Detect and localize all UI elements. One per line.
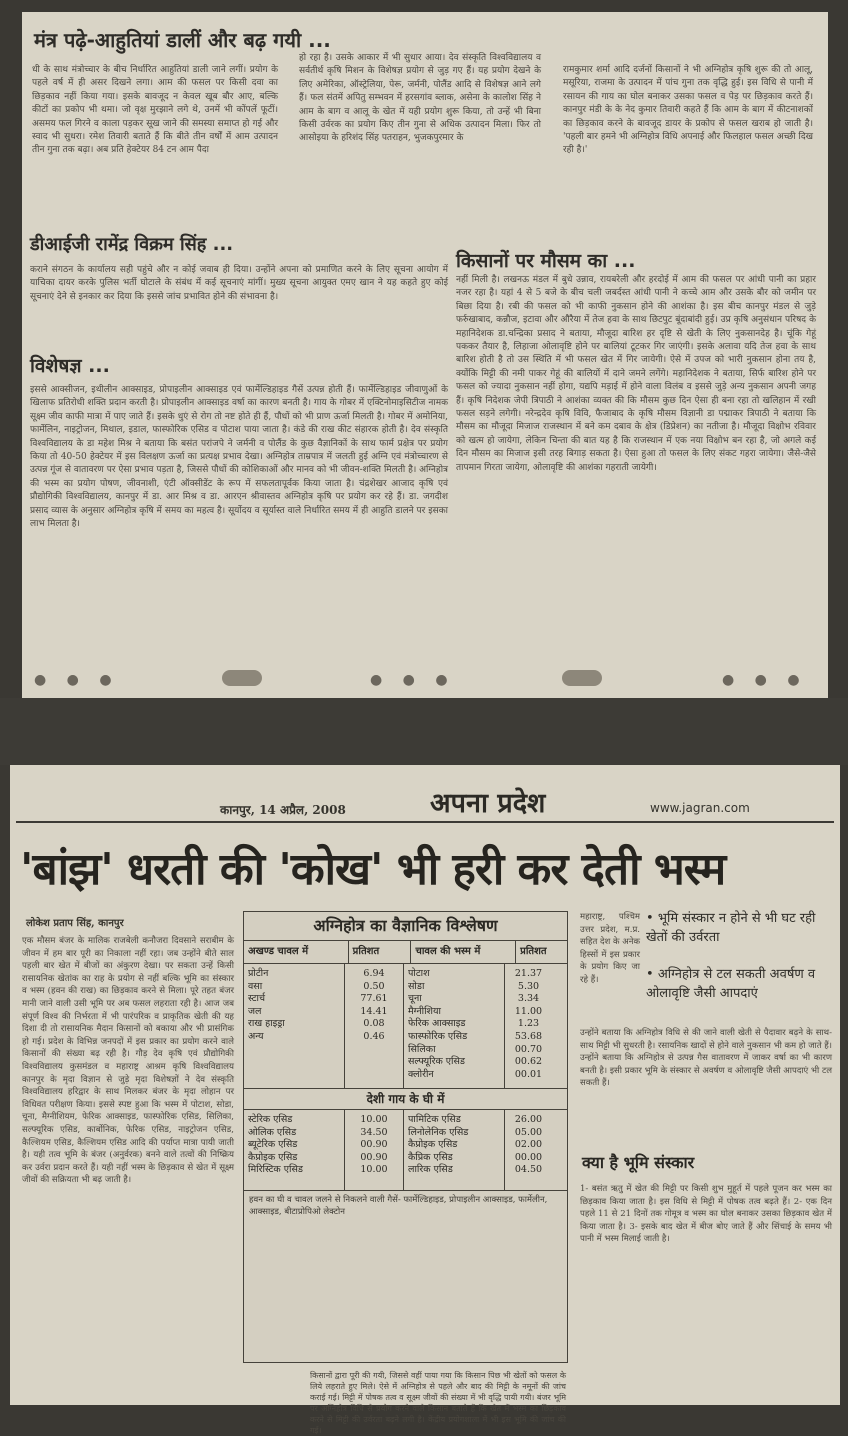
table-cell: जल	[248, 1005, 262, 1017]
table-cell: 1.23	[517, 1018, 540, 1030]
rice-values-col	[345, 964, 404, 1088]
table-title: अग्निहोत्र का वैज्ञानिक विश्लेषण	[244, 912, 567, 941]
clip1-weather-text: नहीं मिली है। लखनऊ मंडल में बुधे उन्नाव, रायबरेली और हरदोई में आम की फसल पर आंधी पानी का प्रहार नजर रहा है। यहां 4 से 5 बजे के बीच चली जबर्दस्त आंधी पानी ने कच्चे आम और उसके बौर को जमीन पर बिछा दिया है। रबी की फसल को भी काफी नुकसान होने की आशंका है। इस बीच कानपुर मंडल से जुड़े फर्रुखाबाद, कन्नौज, इटावा और औरैया में तेज हवा के साथ छिटपुट बूंदाबांदी हुई। उप्र कृषि अनुसंधान परिषद के महानिदेशक डा.चन्द्रिका प्रसाद ने बताया, मौजूदा बारिश हर दृष्टि से खेती के लिए नुकसानदेह है। चूंकि गेहूं पककर तैयार है, लिहाजा ओलावृष्टि होने पर बालियां टूटकर गिर जाएंगी। इसके अलावा यदि तेज हवा के साथ बारिश होती है तो उस स्थिति में भी फसल खेत में गिर जायेगी। ऐसे में उपज को भारी नुकसान होना तय है, क्योंकि मिट्टी की नमी पाकर गेहूं की बालियों में दाने जमने लगेंगे। महानिदेशक ने बताया, सिर्फ बारिश होने पर फसल को ज्यादा नुकसान नहीं होगा, यद्यपि मड़ाई में होने वाला विलंब व इससे जुड़े अन्य नुकसान अपनी जगह हैं। कृषि निदेशक जेपी त्रिपाठी ने आशंका व्यक्त की कि मौसम कुछ दिन ऐसा ही बना रहा तो खलिहान में रखी फसल सड़ने लगेगी। नरेन्द्रदेव कृषि विवि, फैजाबाद के कृषि मौसम विज्ञानी डा पद्माकर त्रिपाठी ने बताया कि मौसम का मौजूदा मिजाज राजस्थान में बने कम दबाव के क्षेत्र (डिप्रेशन) का नतीजा है। मौजूदा विक्षोभ रविवार को खत्म हो जायेगा, लेकिन चिन्ता की बात यह है कि राजस्थान में एक नया विक्षोभ बन रहा है, जो अगले कई दिन मौसम का मिजाज इसी तरह बिगाड़ सकता है। ऐसा हुआ तो फसल के लिए संकट गहरा जायेगा। जैसे-जैसे तापमान गिरता जायेगा, ओलावृष्टि की आशंका गहराती जायेगी।	[456, 275, 816, 473]
table-cell: 00.90	[360, 1139, 388, 1151]
table-cell: 3.34	[517, 993, 540, 1005]
newspaper-clipping-top	[22, 12, 828, 698]
table-cell: 0.08	[363, 1018, 385, 1030]
table-body-ghee	[244, 1110, 567, 1191]
dot-ornament: ● ● ●	[722, 672, 808, 688]
ghee-right-values-col	[505, 1110, 552, 1190]
ink-blot	[562, 670, 602, 686]
dot-ornament: ● ● ●	[370, 672, 456, 688]
table-cell: राख हाइड्रा	[248, 1018, 285, 1030]
highlight-bullet-2	[646, 965, 832, 1003]
table-cell: पामिटिक एसिड	[408, 1114, 461, 1125]
table-cell: अन्य	[248, 1030, 264, 1042]
table-cell: कैप्रोइक एसिड	[408, 1139, 458, 1151]
right-column-text: उन्होंने बताया कि अग्निहोत्र विधि से की जाने वाली खेती से पैदावार बढ़ने के साथ-साथ मिट्टी भी सुधरती है। रसायनिक खादों से होने वाले नुकसान भी कम हो जाते हैं। उन्होंने बताया कि अग्निहोत्र से उत्पन्न गैस वातावरण में जाकर वर्षा का भी कारण बनती है। इसी प्रकार भूमि के संस्कार से अवर्षण व ओलावृष्टि जैसी आपदाएं भी टल सकती हैं।	[580, 1028, 833, 1088]
bullet-text: भूमि संस्कार न होने से भी घट रही खेतों की उर्वरता	[646, 911, 816, 945]
header-cell: चावल की भस्म में	[411, 941, 516, 963]
table-cell: 0.50	[363, 980, 385, 992]
bullet-text: अग्निहोत्र से टल सकती अवर्षण व ओलावृष्टि जैसी आपदाएं	[646, 967, 816, 1001]
table-body-rice	[244, 964, 567, 1089]
table-cell: ओलिक एसिड	[248, 1126, 297, 1138]
clip1-col1-text: धी के साथ मंत्रोच्चार के बीच निर्धारित आहुतियां डाली जाने लगीं। प्रयोग के पहले वर्ष में ही असर दिखने लगा। आम की फसल पर किसी दवा का छिड़काव नहीं किया गया। इसके बावजूद न केवल खूब बौर आए, बल्कि कीटों का प्रकोप भी थमा। जो वृक्ष मुरझाने लगे थे, उनमें भी कोंपलें फूटीं। असमय फल गिरने व काला पड़कर सूख जाने की समस्या समाप्त हो गई और स्वाद भी सुधरा। रमेश तिवारी बताते हैं कि बीते तीन वर्षों में आम उत्पादन तीन गुना तक बढ़ा। अब प्रति हेक्टेयर 84 टन आम पैदा	[32, 65, 278, 156]
main-headline: 'बांझ' धरती की 'कोख' भी हरी कर देती भस्म	[20, 844, 726, 895]
table-cell: कैप्रोइक एसिड	[248, 1151, 298, 1163]
table-cell: 0.46	[363, 1030, 385, 1042]
table-cell: 00.00	[514, 1151, 543, 1163]
table-cell: लारिक एसिड	[408, 1164, 453, 1176]
table-cell: स्टेरिक एसिड	[248, 1114, 293, 1125]
masthead-rule	[16, 821, 834, 823]
table-cell: फास्फोरिक एसिड	[408, 1030, 468, 1042]
table-cell: 05.00	[514, 1126, 543, 1138]
dateline: कानपुर, 14 अप्रैल, 2008	[220, 803, 346, 817]
clip1-subhead-dig: डीआईजी रामेंद्र विक्रम सिंह ...	[30, 234, 234, 255]
table-cell: वसा	[248, 980, 263, 992]
clip1-headline: मंत्र पढ़े-आहुतियां डालीं और बढ़ गयी ...	[34, 28, 331, 52]
rice-items-col	[244, 964, 345, 1088]
table-cell: 14.41	[360, 1005, 388, 1017]
table-cell: क्लोरीन	[408, 1068, 434, 1080]
clip1-dig-text: कराने संगठन के कार्यालय सही पहुंचे और न कोई जवाब ही दिया। उन्होंने अपना को प्रमाणित करने के लिए सूचना आयोग में याचिका दायर करके पुलिस भर्ती घोटाले के संबंध में कई सूचनाएं मांगीं। मुख्य सूचना आयुक्त एमए खान ने यह कहते हुए कोई सूचनाएं देने से इनकार कर दिया कि इससे जांच प्रभावित होने की संभावना है।	[30, 265, 448, 302]
table-cell: प्रोटीन	[248, 968, 269, 979]
sheet-gap	[0, 698, 848, 765]
table-cell: 00.01	[514, 1068, 543, 1080]
table-cell: मिरिस्टिक एसिड	[248, 1164, 303, 1176]
bullet-icon: •	[646, 911, 654, 926]
table-cell: 10.00	[360, 1114, 388, 1125]
table-cell: 04.50	[514, 1164, 543, 1176]
table-cell: 00.70	[514, 1043, 543, 1055]
table-cell: लिनोलेनिक एसिड	[408, 1126, 469, 1138]
clip1-experts-text: इससे आक्सीजन, इथीलीन आक्साइड, प्रोपाइलीन आक्साइड एवं फार्मेल्डिहाइड गैसें उत्पन्न होती हैं। फार्मेल्डिहाइड जीवाणुओं के खिलाफ प्रतिरोधी शक्ति प्रदान करती है। प्रोपाइलीन आक्साइड वर्षा का कारण बनती है। गाय के गोबर में एक्टिनोमाइसिटीज नामक सूक्ष्म जीव काफी मात्रा में पाए जाते हैं। इसके धुएं से रोग तो नष्ट होते ही हैं, पौधों को भी प्राण ऊर्जा मिलती है। गोबर में अमोनिया, फार्मेलिन, नाइट्रोजन, मिथाल, इडाल, फास्फोरिक एसिड व पोटाश पाया जाता है। कंडे की राख कीट संहारक होती है। देव संस्कृति विश्वविद्यालय के डा महेश मिश्र ने बताया कि बसंत परांजपे ने जर्मनी व पोलैंड के कुछ वैज्ञानिकों के साथ फार्म प्रक्षेत्र पर प्रयोग किया तो 40-50 हेक्टेयर में इस विलक्षण ऊर्जा का प्रत्यक्ष प्रभाव देखा। अग्निहोत्र ताम्रपात्र में जलती हुई अग्नि एवं मंत्रोच्चारण से उत्पन्न गूंज से वातावरण पर ऐसा प्रभाव पड़ता है, जिससे पौधों की कोशिकाओं और मानव को भी जीवन-शक्ति मिलती है। अग्निहोत्र की भस्म का प्रयोग पोषण, जीवनाशी, एंटी ऑक्सीडेंट के रूप में सफलतापूर्वक किया जाता है। चंद्रशेखर आजाद कृषि एवं प्रौद्योगिकी विश्वविद्यालय, कानपुर में डा. आर मिश्र व डा. आरएन श्रीवास्तव अग्निहोत्र कृषि पर प्रयोग कर रहे हैं। डा. जगदीश प्रसाद व्यास के अनुसार अग्निहोत्र कृषि में समय का महत्व है। सूर्योदय व सूर्यास्त वाले निर्धारित समय में ही आहुति डालने पर इसका लाभ मिलता है।	[30, 385, 448, 530]
clip1-col2-text: हो रहा है। उसके आकार में भी सुधार आया। देव संस्कृति विश्वविद्यालय व सर्वतीर्थ कृषि मिशन के विशेषज्ञ प्रयोग से जुड़ गए हैं। यह प्रयोग देखने के लिए अमेरिका, ऑस्ट्रेलिया, पेरू, जर्मनी, पोलैंड आदि से विशेषज्ञ आने लगे हैं। फल संतमें अपितु सम्भवन में हरसगांव ब्लाक, असेना के कालोश सिंह ने आम के बाग व आलू के खेत में यही प्रयोग शुरू किया, तो उन्हें भी बिना किसी उर्वरक का प्रयोग किए तीन गुना से अधिक उत्पादन मिला। फिर तो आसोइया के हरिशंद सिंह पतराहन, भुजकपुरमार के	[299, 53, 541, 144]
table-cell: 77.61	[360, 993, 388, 1005]
highlight-bullet-1	[646, 909, 832, 947]
ghee-title: देशी गाय के घी में	[244, 1089, 567, 1110]
table-cell: 6.94	[363, 968, 385, 979]
ash-values-col	[505, 964, 552, 1088]
table-cell: कैप्रिक एसिड	[408, 1151, 453, 1163]
clip1-subhead-experts: विशेषज्ञ ...	[30, 355, 110, 377]
table-cell: फेरिक आक्साइड	[408, 1018, 466, 1030]
masthead	[10, 785, 840, 825]
table-note: हवन का घी व चावल जलने से निकलने वाली गैसें- फार्मेल्डिहाइड, प्रोपाइलीन आक्साइड, फार्मेलीन, आक्साइड, बीटाप्रोपिओ लेक्टोन	[249, 1195, 548, 1217]
table-cell: 34.50	[360, 1126, 388, 1138]
right-intro-text: महाराष्ट्र, पश्चिम उत्तर प्रदेश, म.प्र. सहित देश के अनेक हिस्सों में इस प्रकार के प्रयोग किए जा रहे हैं।	[580, 912, 640, 985]
table-cell: 5.30	[517, 980, 540, 992]
table-header-row	[244, 941, 567, 964]
clip1-col3-text: रामकुमार शर्मा आदि दर्जनों किसानों ने भी अग्निहोत्र कृषि शुरू की तो आलू, मसूरिया, राजमा के उत्पादन में पांच गुना तक वृद्धि हुई। इस विधि से पानी में रसायन की गाय का घोल बनाकर उसका फसल व पेड़ पर छिड़काव करते हैं। कानपुर मंडी के के नेद कुमार तिवारी कहते हैं कि आम के बाग में कीटनाशकों का छिड़काव करने के बावजूद डायर के प्रकोप से फसल खराब हो जाती है। 'पहली बार हमने भी अग्निहोत्र विधि अपनाई और फिलहाल फसल अच्छी दिख रही है।'	[563, 65, 813, 156]
table-cell: 00.62	[514, 1056, 543, 1068]
table-cell: सोडा	[408, 980, 425, 992]
ghee-left-values-col	[345, 1110, 404, 1190]
table-cell: मैग्नीशिया	[408, 1005, 441, 1017]
ghee-left-items-col	[244, 1110, 345, 1190]
table-cell: चूना	[408, 993, 422, 1005]
bhoomi-sanskar-text: 1- बसंत ऋतु में खेत की मिट्टी पर किसी शुभ मुहूर्त में पहले पूजन कर भस्म का छिड़काव किया जाता है। इस विधि से मिट्टी में पोषक तत्व बढ़ते हैं। 2- एक दिन पहले 11 से 21 दिनों तक गोमूत्र व भस्म का घोल बनाकर उसका छिड़काव खेत में किया जाता है। 3- इसके बाद खेत में बीज बोए जाते हैं और सिंचाई के समय भी पानी में भस्म मिलाई जाती है।	[580, 1184, 832, 1244]
table-cell: 10.00	[360, 1164, 388, 1176]
table-cell: 02.00	[514, 1139, 543, 1151]
header-cell: प्रतिशत	[349, 941, 412, 963]
left-column-text: एक मौसम बंजर के मालिक राजबेली कनौजरा दिवसाने सराबीम के जीवन में हम बार पूरी का निकाला नहीं रहा। जब उन्होंने बीते साल पहली बार खेत में बीजों का अंकुरण देखा। पर सकता उन्हें किसी रासायनिक खेतांक का राह के प्रयोग से नहीं बल्कि भूमि का संस्कार व भस्म (हवन की राख) का छिड़काव करने से मिला। पूरे तहत बंजर मानी जाने वाली उसी भूमि पर अब फसल लहराता रही है। आज जब संपूर्ण विश्व की निर्भरता में भी पारंपरिक व प्राकृतिक खेती की यह दिशा दी तो रासायनिक मैदान किसानों को बकाया और भी प्रासंगिक हो गई। प्रदेश के विभिन्न जनपदों में इस प्रकार का प्रयोग करने वाले किसानों की संख्या बढ़ रही है। गौड़ देव कृषि एवं प्रौद्योगिकी विश्वविद्यालय कुसमंडल व महाराष्ट्र आश्रम कृषि विश्वविद्यालय कानपुर के मृदा विज्ञान से जुड़े मृदा विशेषज्ञों ने देव संस्कृति विश्वविद्यालय हरिद्वार के साथ मिलकर बंजर के मृदा लोहान पर विधिवत परीक्षण किया। इससे स्पष्ट हुआ कि भस्म में पोटाश, सोडा, चूना, मैग्नीशियम, फेरिक आक्साइड, फास्फोरिक एसिड, सिलिका, सल्फ्यूरिक एसिड, कार्बोनिक, फेरिक एसिड, नाइट्रोजन एसिड, कैल्शियम एसिड, कैल्शियम एसिड आदि की पर्याप्त मात्रा पायी जाती है। यही तत्व भूमि के बंजर (अनुर्वरक) बनने वाले तत्वों की निष्क्रिय कर उर्वरा प्रदान करते हैं। यही नहीं भस्म के छिड़काव से खेत में सूक्ष्म जीवों की सक्रियता भी बढ़ जाती है।	[22, 936, 234, 1186]
header-cell: अखण्ड चावल में	[244, 941, 349, 963]
table-cell: 53.68	[514, 1030, 543, 1042]
ash-items-col	[404, 964, 505, 1088]
table-cell: सल्फ्यूरिक एसिड	[408, 1056, 465, 1068]
ghee-right-items-col	[404, 1110, 505, 1190]
byline: लोकेश प्रताप सिंह, कानपुर	[26, 918, 124, 929]
table-cell: स्टार्च	[248, 993, 265, 1005]
table-cell: पोटाश	[408, 968, 430, 979]
dot-ornament: ● ● ●	[34, 672, 120, 688]
website-url: www.jagran.com	[650, 801, 750, 815]
analysis-table	[243, 911, 568, 1363]
section-name: अपना प्रदेश	[430, 788, 546, 819]
header-cell: प्रतिशत	[520, 946, 547, 957]
newspaper-clipping-bottom	[10, 765, 840, 1435]
table-cell: ब्यूटेरिक एसिड	[248, 1139, 298, 1151]
clip1-subhead-weather: किसानों पर मौसम का ...	[456, 250, 636, 272]
ink-blot	[222, 670, 262, 686]
bullet-icon: •	[646, 967, 654, 982]
table-cell: 00.90	[360, 1151, 388, 1163]
table-cell: 26.00	[514, 1114, 543, 1125]
table-cell: 11.00	[514, 1005, 543, 1017]
table-cell: 21.37	[514, 968, 543, 979]
middle-bottom-text: किसानों द्वारा पूरी की गयी, जिससे वहीं पाया गया कि किसान पिछ भी खेतों को फसल के लिये लहराते हुए मिले। ऐसे में अग्निहोत्र से पहले और बाद की मिट्टी के नमूनों की जांच कराई गई। मिट्टी में पोषक तत्व व सूक्ष्म जीवों की संख्या में भी वृद्धि पायी गयी। बंजर भूमि पर अग्निहोत्र विधि से प्रयोग करने वाले किसान बताते हैं कि खेत में भस्म का छिड़काव करने से मिट्टी की उर्वरता बढ़ने लगी है। केंद्रीय प्रयोगशाला में भी इस भूमि की जांच की गई।	[310, 1371, 566, 1435]
bhoomi-sanskar-heading: क्या है भूमि संस्कार	[582, 1153, 695, 1172]
table-cell: सिलिका	[408, 1043, 436, 1055]
